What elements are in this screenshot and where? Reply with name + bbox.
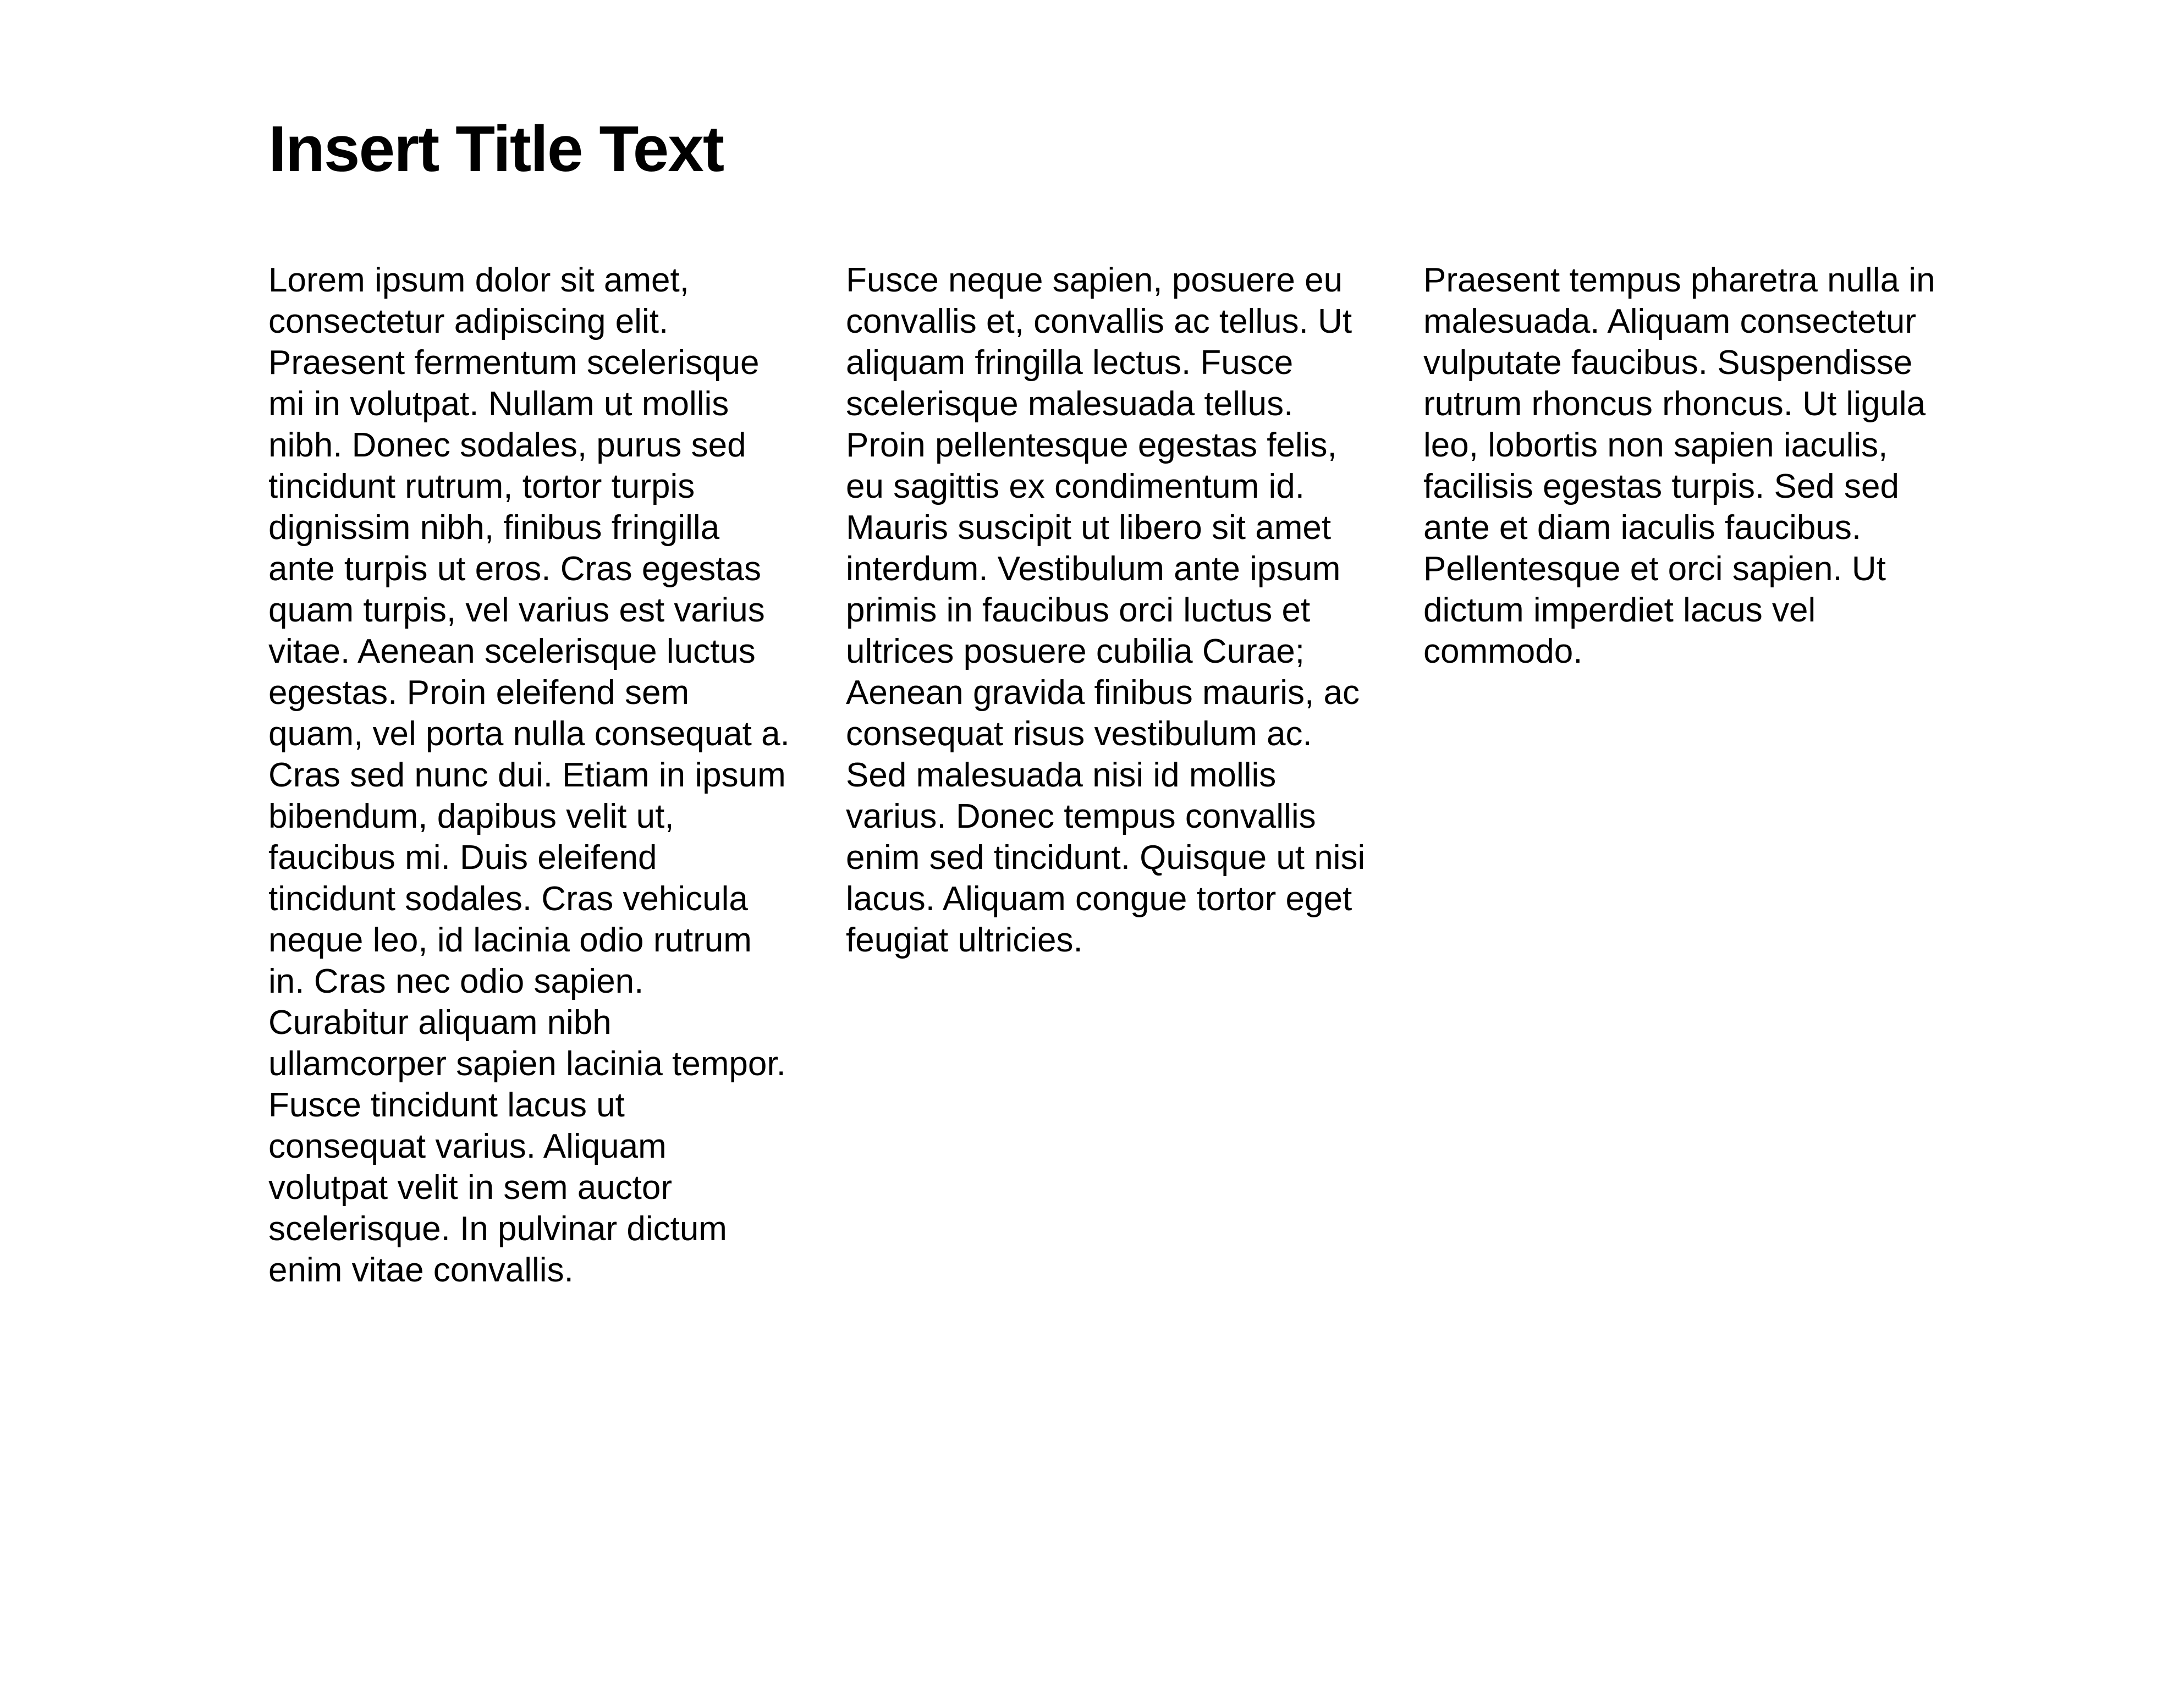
text-column-1: Lorem ipsum dolor sit amet, consectetur adipiscing elit. Praesent fermentum scelerisque mi in volutpat. Nullam ut mollis nibh. Donec sodales, purus sed tincidunt rutrum, tortor turpis dignissim nibh, finibus fringilla ante turpis ut eros. Cras egestas quam turpis, vel varius est varius vitae. Aenean scelerisque luctus egestas. Proin eleifend sem quam, vel porta nulla consequat a. Cras sed nunc dui. Etiam in ipsum bibendum, dapibus velit ut, faucibus mi. Duis eleifend tincidunt sodales. Cras vehicula neque leo, id lacinia odio rutrum in. Cras nec odio sapien. Curabitur aliquam nibh ullamcorper sapien lacinia tempor. Fusce tincidunt lacus ut consequat varius. Aliquam volutpat velit in sem auctor scelerisque. In pulvinar dictum enim vitae convallis. [268, 261, 790, 1289]
body-text-columns [268, 260, 1946, 1291]
slide-title: Insert Title Text [268, 113, 724, 185]
text-column-3: Praesent tempus pharetra nulla in malesuada. Aliquam consectetur vulputate faucibus. Suspendisse rutrum rhoncus rhoncus. Ut ligula leo, lobortis non sapien iaculis, facilisis egestas turpis. Sed sed ante et diam iaculis faucibus. Pellentesque et orci sapien. Ut dictum imperdiet lacus vel commodo. [1423, 261, 1935, 670]
text-column-2: Fusce neque sapien, posuere eu convallis et, convallis ac tellus. Ut aliquam fringilla lectus. Fusce scelerisque malesuada tellus. Proin pellentesque egestas felis, eu sagittis ex condimentum id. Mauris suscipit ut libero sit amet interdum. Vestibulum ante ipsum primis in faucibus orci luctus et ultrices posuere cubilia Curae; Aenean gravida finibus mauris, ac consequat risus vestibulum ac. Sed malesuada nisi id mollis varius. Donec tempus convallis enim sed tincidunt. Quisque ut nisi lacus. Aliquam congue tortor eget feugiat ultricies. [846, 261, 1366, 959]
